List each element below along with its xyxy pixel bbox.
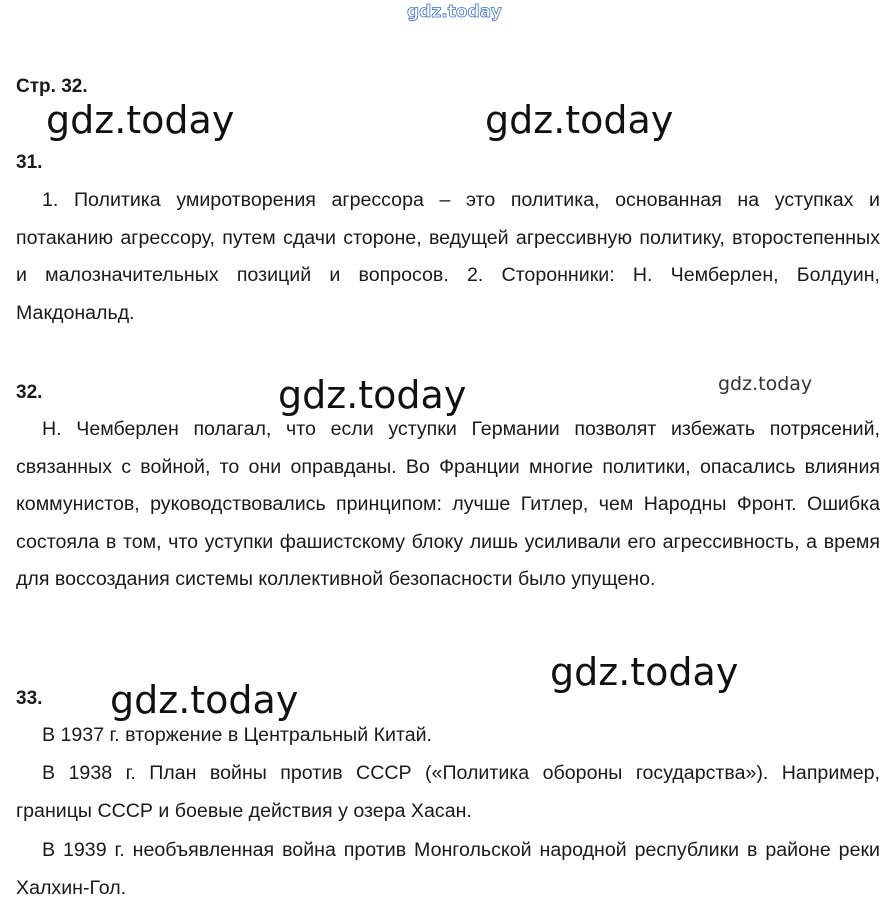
section-33-paragraph-1: В 1937 г. вторжение в Центральный Китай. (42, 724, 432, 746)
section-number-32: 32. (16, 382, 43, 403)
watermark-top: gdz.today (407, 2, 502, 22)
page-heading: Стр. 32. (16, 76, 88, 97)
watermark: gdz.today (485, 98, 674, 142)
section-33-paragraph-3: В 1939 г. необъявленная война против Монгольской народной республики в районе реки Халхин-Гол. (16, 839, 880, 899)
section-31-paragraph: 1. Политика умиротворения агрессора – это политика, основанная на уступках и потаканию агрессору, путем сдачи стороне, ведущей агрессивную политику, второстепенных и малозначительных позиций и вопросов. 2. Сторонники: Н. Чемберлен, Болдуин, Макдональд. (16, 189, 880, 324)
watermark: gdz.today (278, 373, 467, 417)
section-number-31: 31. (16, 152, 43, 173)
watermark: gdz.today (550, 650, 739, 694)
section-33-paragraph-2: В 1938 г. План войны против СССР («Политика обороны государства»). Например, границы СССР и боевые действия у озера Хасан. (16, 762, 880, 822)
section-32-paragraph: Н. Чемберлен полагал, что если уступки Германии позволят избежать потрясений, связанных с войной, то они оправданы. Во Франции многие политики, опасались влияния коммунистов, руководствовались принципом: лучше Гитлер, чем Народны Фронт. Ошибка состояла в том, что уступки фашистскому блоку лишь усиливали его агрессивность, а время для воссоздания системы коллективной безопасности было упущено. (16, 418, 880, 590)
watermark: gdz.today (718, 373, 813, 395)
watermark: gdz.today (110, 678, 299, 722)
section-number-33: 33. (16, 688, 43, 709)
watermark: gdz.today (46, 98, 235, 142)
